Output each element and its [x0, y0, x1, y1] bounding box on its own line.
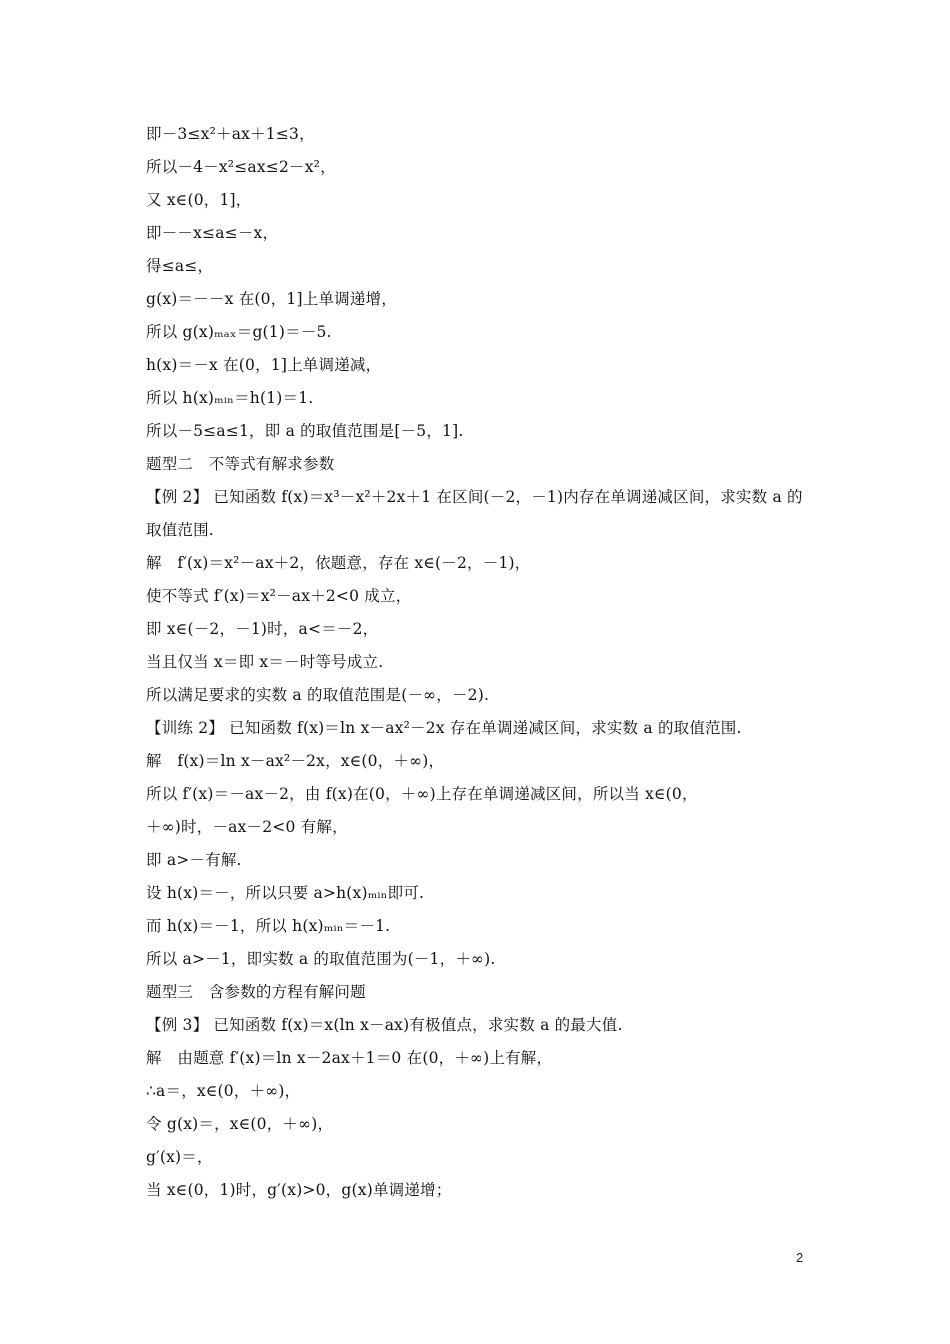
- text-line: h(x)＝－x 在(0，1]上单调递减，: [146, 356, 382, 374]
- text-line: 所以 f′(x)＝－ax－2，由 f(x)在(0，＋∞)上存在单调递减区间，所以当 x∈(0，: [146, 785, 698, 803]
- text-line: 即 a>－有解.: [146, 851, 242, 869]
- section-heading: 题型三 含参数的方程有解问题: [146, 983, 366, 1001]
- example-title: 【例 2】 已知函数 f(x)＝x³－x²＋2x＋1 在区间(－2，－1)内存在单调递减区间，求实数 a 的: [146, 488, 803, 506]
- text-line: 即－3≤x²＋ax＋1≤3，: [146, 125, 315, 143]
- text-line: 所以 h(x)ₘᵢₙ＝h(1)＝1.: [146, 389, 314, 407]
- document-body: [146, 124, 826, 1213]
- text-line: 即 x∈(－2，－1)时，a<＝－2，: [146, 620, 379, 638]
- text-line: 即－－x≤a≤－x，: [146, 224, 279, 242]
- text-line: 又 x∈(0，1]，: [146, 191, 252, 209]
- text-line: 使不等式 f′(x)＝x²－ax＋2<0 成立，: [146, 587, 412, 605]
- text-line: g′(x)＝，: [146, 1148, 213, 1166]
- solution-line: 解 f′(x)＝x²－ax＋2，依题意，存在 x∈(－2，－1)，: [146, 554, 531, 572]
- text-line: 得≤a≤，: [146, 257, 214, 275]
- solution-line: 解 f(x)＝ln x－ax²－2x，x∈(0，＋∞)，: [146, 752, 445, 770]
- text-line: 当且仅当 x＝即 x＝－时等号成立.: [146, 653, 384, 671]
- text-line: 所以－5≤a≤1，即 a 的取值范围是[－5，1].: [146, 422, 464, 440]
- text-line: 当 x∈(0，1)时，g′(x)>0，g(x)单调递增；: [146, 1181, 452, 1199]
- section-heading: 题型二 不等式有解求参数: [146, 455, 335, 473]
- text-line: 取值范围.: [146, 521, 214, 539]
- text-line: 所以 a>－1，即实数 a 的取值范围为(－1，＋∞).: [146, 950, 496, 968]
- text-line: ∴a＝，x∈(0，＋∞)，: [146, 1082, 301, 1100]
- text-line: ＋∞)时，－ax－2<0 有解，: [146, 818, 348, 836]
- example-title: 【例 3】 已知函数 f(x)＝x(ln x－ax)有极值点，求实数 a 的最大值.: [146, 1016, 623, 1034]
- text-line: 设 h(x)＝－，所以只要 a>h(x)ₘᵢₙ即可.: [146, 884, 425, 902]
- text-line: g(x)＝－－x 在(0，1]上单调递增，: [146, 290, 397, 308]
- text-line: 令 g(x)＝，x∈(0，＋∞)，: [146, 1115, 334, 1133]
- text-line: 所以－4－x²≤ax≤2－x²，: [146, 158, 336, 176]
- solution-line: 解 由题意 f′(x)＝ln x－2ax＋1＝0 在(0，＋∞)上有解，: [146, 1049, 553, 1067]
- page-number: 2: [796, 1250, 804, 1265]
- text-line: 而 h(x)＝－1，所以 h(x)ₘᵢₙ＝－1.: [146, 917, 391, 935]
- text-line: 所以 g(x)ₘₐₓ＝g(1)＝－5.: [146, 323, 332, 341]
- text-line: 所以满足要求的实数 a 的取值范围是(－∞，－2).: [146, 686, 490, 704]
- exercise-title: 【训练 2】 已知函数 f(x)＝ln x－ax²－2x 存在单调递减区间，求实数 a 的取值范围.: [146, 719, 742, 737]
